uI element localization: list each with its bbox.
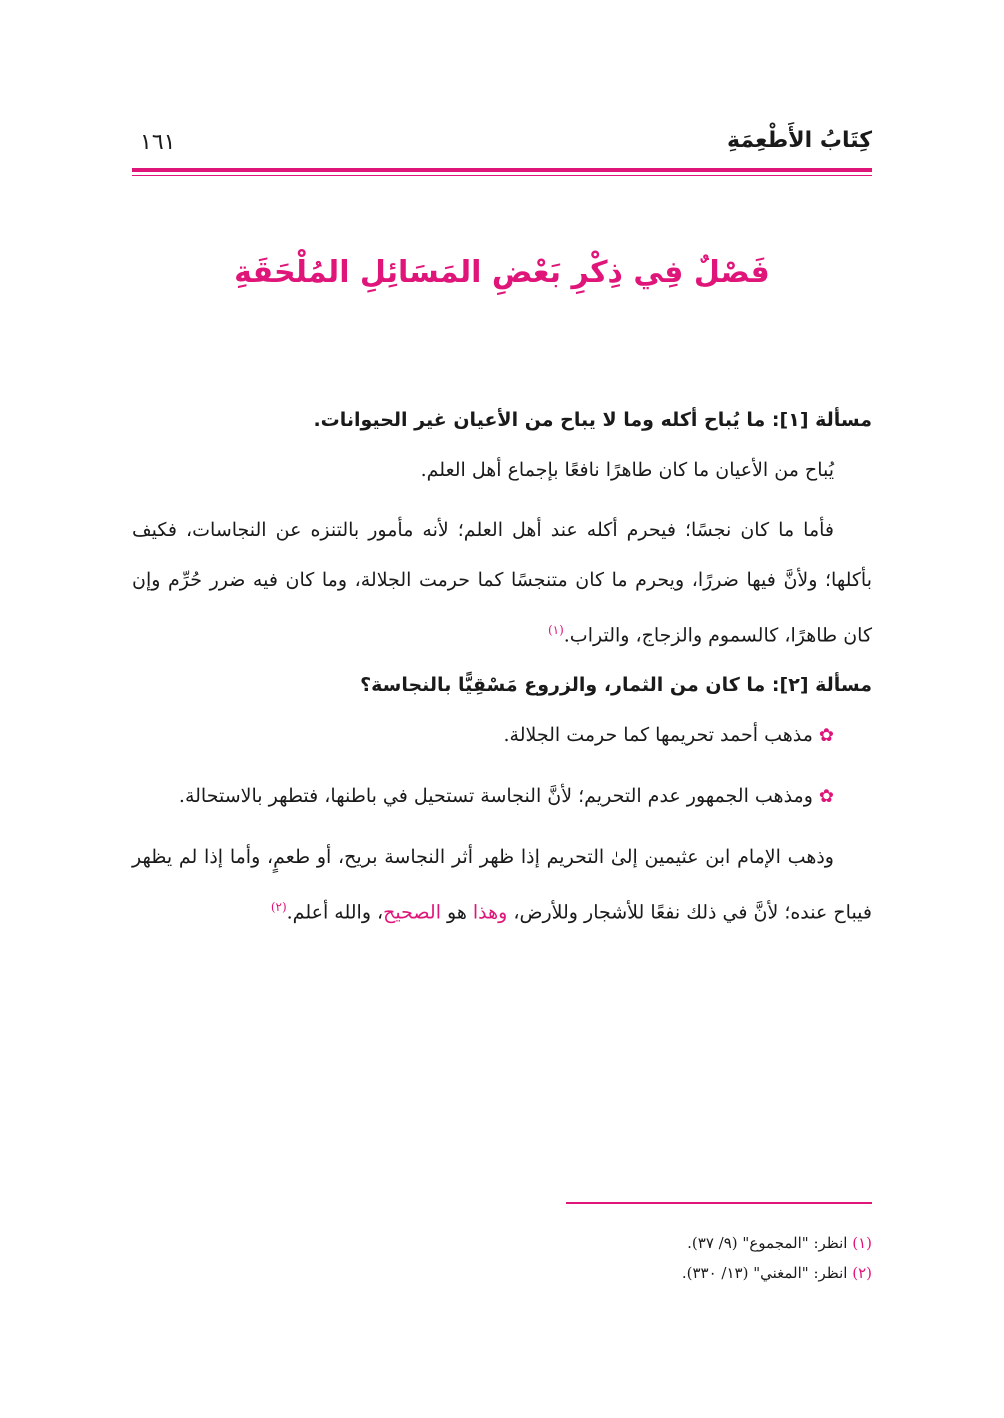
paragraph-3-end: ، والله أعلم.	[286, 901, 384, 924]
footnote-ref-1[interactable]: (١)	[547, 623, 564, 637]
main-content	[132, 395, 872, 938]
bullet-1	[132, 710, 872, 761]
highlight-text-2: الصحيح	[383, 901, 441, 924]
page-header	[132, 128, 872, 168]
bullet-1-text: مذهب أحمد تحريمها كما حرمت الجلالة.	[503, 724, 813, 747]
footnote-2	[132, 1258, 872, 1288]
paragraph-2-text: فأما ما كان نجسًا؛ فيحرم أكله عند أهل العلم؛ لأنه مأمور بالتنزه عن النجاسات، فكيف بأكلها؛ ولأنَّ فيها ضررًا، ويحرم ما كان متنجسًا كما حرمت الجلالة، وما كان فيه ضرر حُرِّم وإن كان طاهرًا، كالسموم والزجاج، والتراب.	[132, 519, 872, 647]
section-title: فَصْلٌ فِي ذِكْرِ بَعْضِ المَسَائِلِ المُلْحَقَةِ	[234, 255, 770, 290]
question-1-text: ما يُباح أكله وما لا يباح من الأعيان غير الحيوانات.	[313, 409, 766, 431]
bullet-2-text: ومذهب الجمهور عدم التحريم؛ لأنَّ النجاسة تستحيل في باطنها، فتطهر بالاستحالة.	[178, 785, 813, 808]
paragraph-3	[132, 832, 872, 937]
footnote-1-text: انظر: "المجموع" (٩/ ٣٧).	[687, 1234, 848, 1252]
page-number: ١٦١	[140, 130, 176, 155]
question-2	[132, 660, 872, 710]
flower-icon: ✿	[818, 786, 834, 808]
question-1-label: مسألة [١]:	[771, 409, 872, 431]
footnote-ref-2[interactable]: (٢)	[270, 900, 287, 915]
flower-icon: ✿	[818, 725, 834, 747]
book-title: كِتَابُ الأَطْعِمَةِ	[727, 128, 872, 153]
highlight-text-1: وهذا	[472, 901, 508, 924]
question-2-text: ما كان من الثمار، والزروع مَسْقِيًّا بالنجاسة؟	[360, 674, 766, 697]
footnote-2-number: (٢)	[852, 1264, 872, 1282]
footnote-rule	[566, 1202, 872, 1204]
paragraph-3-mid: هو	[440, 901, 473, 924]
question-2-label: مسألة [٢]:	[771, 674, 872, 697]
paragraph-3-text: وذهب الإمام ابن عثيمين إلىٰ التحريم إذا ظهر أثر النجاسة بريح، أو طعمٍ، وأما إذا لم يظهر فيباح عنده؛ لأنَّ في ذلك نفعًا للأشجار وللأرض،	[132, 846, 872, 924]
header-rule-thin	[132, 175, 872, 176]
footnote-1	[132, 1228, 872, 1258]
paragraph-1: يُباح من الأعيان ما كان طاهرًا نافعًا بإجماع أهل العلم.	[420, 459, 834, 481]
header-rule-thick	[132, 168, 872, 172]
footnote-2-text: انظر: "المغني" (١٣/ ٣٣٠).	[681, 1264, 848, 1282]
footnote-1-number: (١)	[852, 1234, 872, 1252]
question-1	[132, 395, 872, 445]
footnotes	[132, 1228, 872, 1288]
paragraph-2	[132, 505, 872, 660]
bullet-2	[132, 771, 872, 822]
